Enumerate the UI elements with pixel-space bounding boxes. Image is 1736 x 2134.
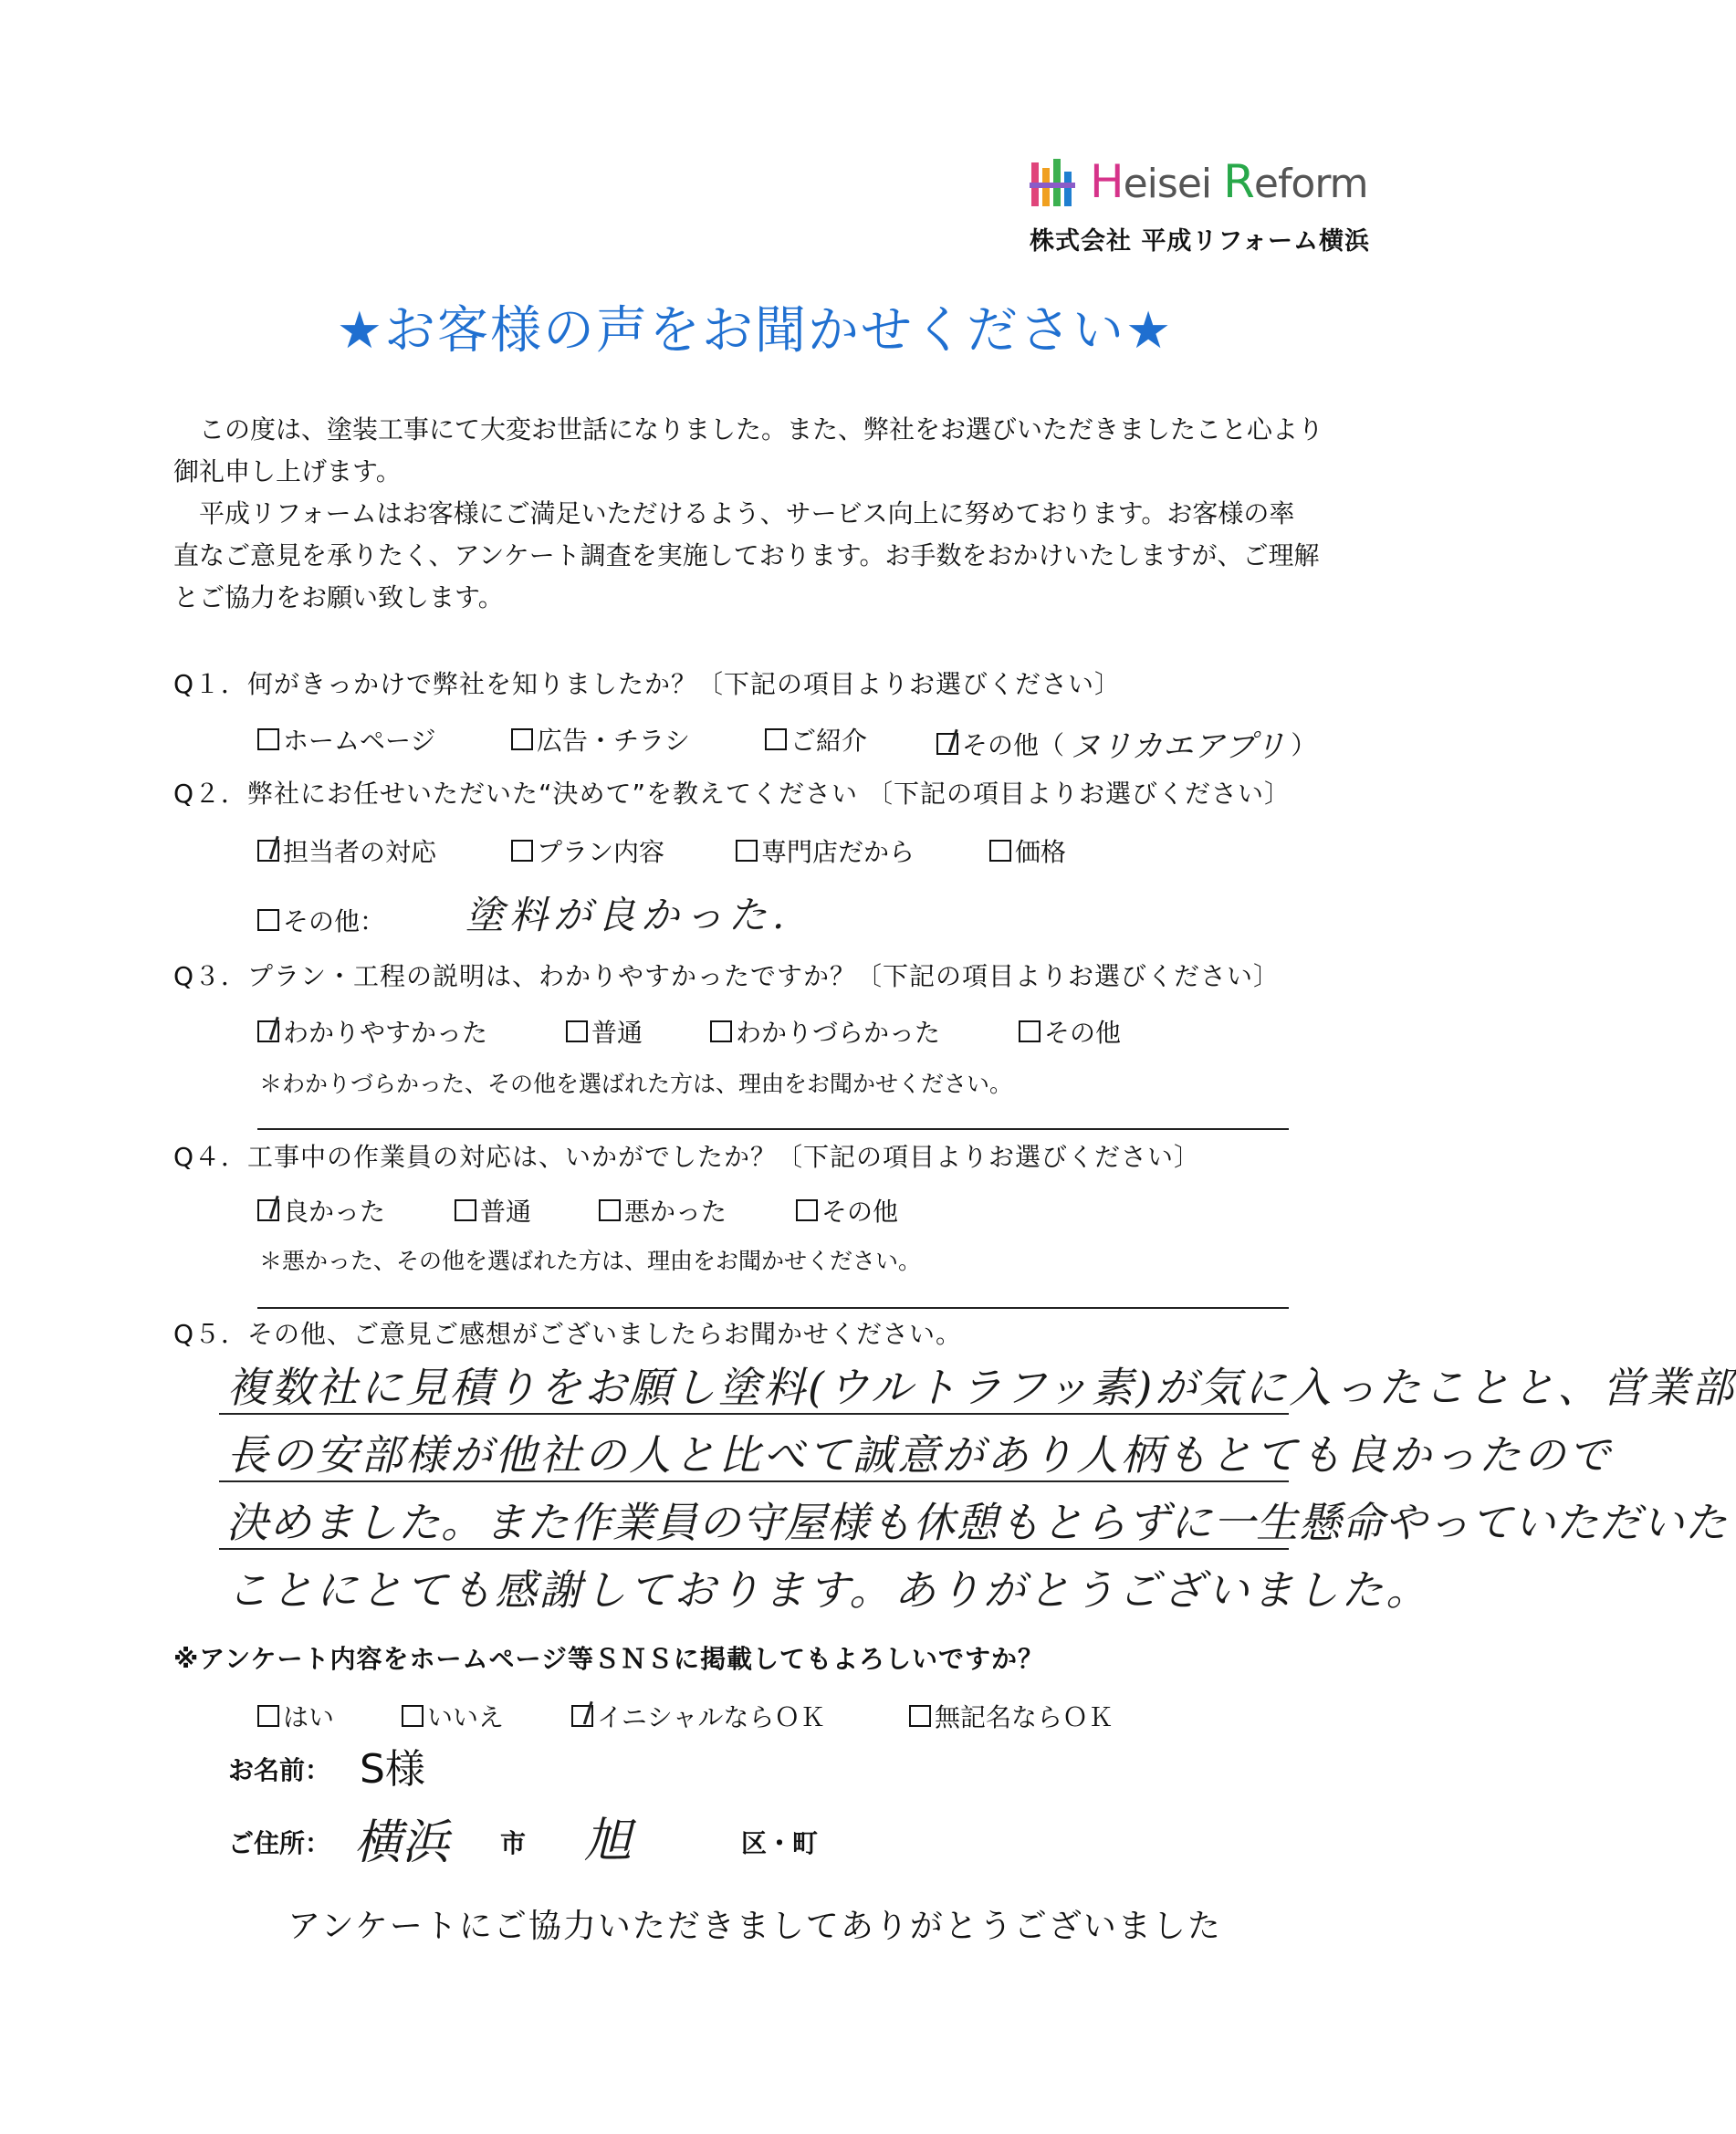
q1-option-other[interactable] — [936, 721, 1316, 766]
option-label: 価格 — [1015, 837, 1067, 867]
option-label: はい — [283, 1702, 335, 1732]
option-label: 悪かった — [624, 1197, 727, 1227]
option-label: 担当者の対応 — [283, 837, 437, 867]
checkbox-checked[interactable] — [257, 840, 279, 862]
q5-answer-line-4: ことにとても感謝しております。ありがとうございました。 — [226, 1565, 1431, 1615]
checkbox[interactable] — [1019, 1020, 1041, 1042]
intro-line-2: 御礼申し上げます。 — [173, 456, 402, 486]
checkbox[interactable] — [511, 840, 533, 862]
option-label: ご紹介 — [790, 726, 868, 756]
q2-option-specialist[interactable] — [736, 832, 915, 869]
checkbox[interactable] — [257, 909, 279, 931]
q2-option-other[interactable] — [257, 902, 385, 938]
option-label: イニシャルならＯＫ — [597, 1702, 826, 1732]
q3-option-normal[interactable] — [566, 1013, 643, 1050]
checkbox-checked[interactable] — [257, 1020, 279, 1042]
sns-question: ※アンケート内容をホームページ等ＳＮＳに掲載してもよろしいですか？ — [173, 1644, 1044, 1674]
checkbox-checked[interactable] — [257, 1199, 279, 1221]
q3-note: ＊わかりづらかった、その他を選ばれた方は、理由をお聞かせください。 — [259, 1071, 1013, 1097]
checkbox[interactable] — [511, 728, 533, 750]
option-paren: ） — [1291, 729, 1317, 760]
option-label: プラン内容 — [537, 837, 665, 867]
option-label: 広告・チラシ — [537, 726, 691, 756]
q2-option-staff[interactable] — [257, 832, 436, 869]
option-label: いいえ — [427, 1702, 505, 1732]
checkbox[interactable] — [599, 1199, 621, 1221]
checkbox[interactable] — [909, 1705, 931, 1727]
q4-option-bad[interactable] — [599, 1192, 727, 1229]
q3-answer-line[interactable] — [257, 1128, 1289, 1130]
q3-question: Q３．プラン・工程の説明は、わかりやすかったですか？〔下記の項目よりお選びください〕 — [173, 961, 1281, 991]
q1-option-homepage[interactable] — [257, 721, 435, 758]
checkbox[interactable] — [989, 840, 1011, 862]
checkbox[interactable] — [765, 728, 787, 750]
company-logo — [1030, 153, 1371, 256]
intro-line-5: とご協力をお願い致します。 — [173, 582, 504, 612]
checkbox[interactable] — [566, 1020, 588, 1042]
sns-option-no[interactable] — [402, 1698, 504, 1734]
option-label: その他 — [821, 1197, 899, 1227]
name-label: お名前： — [228, 1755, 331, 1785]
q2-option-plan[interactable] — [511, 832, 664, 869]
closing-thanks: アンケートにご協力いただきましてありがとうございました — [288, 1908, 1222, 1945]
q5-answer-line-1: 複数社に見積りをお願し塗料(ウルトラフッ素)が気に入ったことと、営業部 — [226, 1363, 1736, 1412]
option-label: その他（ — [962, 729, 1065, 760]
intro-line-3: 平成リフォームはお客様にご満足いただけるよう、サービス向上に努めております。お客様の率 — [199, 498, 1295, 528]
q4-question: Q４．工事中の作業員の対応は、いかがでしたか？〔下記の項目よりお選びください〕 — [173, 1142, 1201, 1172]
q2-other-answer: 塗料が良かった. — [465, 893, 790, 937]
q2-question: Q２．弊社にお任せいただいた“決めて”を教えてください 〔下記の項目よりお選びください〕 — [173, 779, 1291, 809]
address-city[interactable]: 横浜 — [354, 1815, 450, 1870]
q4-option-other[interactable] — [796, 1192, 898, 1229]
checkbox[interactable] — [736, 840, 758, 862]
address-label: ご住所： — [228, 1828, 331, 1858]
q4-note: ＊悪かった、その他を選ばれた方は、理由をお聞かせください。 — [259, 1248, 922, 1274]
intro-line-4: 直なご意見を承りたく、アンケート調査を実施しております。お手数をおかけいたしますが、ご理解 — [173, 540, 1320, 570]
q2-option-price[interactable] — [989, 832, 1066, 869]
checkbox[interactable] — [257, 1705, 279, 1727]
address-ward-suffix: 区・町 — [741, 1828, 819, 1858]
option-label: 普通 — [480, 1197, 532, 1227]
option-label: 専門店だから — [761, 837, 915, 867]
q3-option-other[interactable] — [1019, 1013, 1121, 1050]
logo-mark-icon — [1030, 159, 1082, 210]
q3-option-unclear[interactable] — [710, 1013, 940, 1050]
checkbox-checked[interactable] — [936, 733, 958, 755]
sns-option-yes[interactable] — [257, 1698, 334, 1734]
option-label: ホームページ — [283, 726, 436, 756]
q1-other-answer: ヌリカエアプリ — [1070, 728, 1286, 765]
name-value[interactable]: S様 — [360, 1746, 425, 1793]
q5-rule-1 — [219, 1413, 1289, 1415]
sns-option-initials[interactable] — [571, 1698, 825, 1734]
checkbox-checked[interactable] — [571, 1705, 593, 1727]
option-label: 無記名ならＯＫ — [935, 1702, 1114, 1732]
address-city-suffix: 市 — [500, 1828, 527, 1858]
option-label: その他 — [1044, 1018, 1122, 1048]
q1-question: Q１．何がきっかけで弊社を知りましたか？〔下記の項目よりお選びください〕 — [173, 669, 1122, 699]
q5-question: Q５．その他、ご意見ご感想がございましたらお聞かせください。 — [173, 1319, 963, 1349]
q4-answer-line[interactable] — [257, 1307, 1289, 1309]
intro-line-1: この度は、塗装工事にて大変お世話になりました。また、弊社をお選びいただきましたこと心より — [199, 414, 1324, 445]
logo-wordmark: Heisei Reform — [1090, 155, 1368, 208]
sns-option-anonymous[interactable] — [909, 1698, 1114, 1734]
address-ward[interactable]: 旭 — [584, 1814, 633, 1868]
checkbox[interactable] — [402, 1705, 424, 1727]
q1-option-referral[interactable] — [765, 721, 867, 758]
q5-answer-line-2: 長の安部様が他社の人と比べて誠意があり人柄もとても良かったので — [226, 1430, 1613, 1480]
company-name: 株式会社 平成リフォーム横浜 — [1030, 227, 1371, 256]
option-label: 普通 — [591, 1018, 643, 1048]
option-label: わかりやすかった — [283, 1018, 488, 1048]
checkbox[interactable] — [710, 1020, 732, 1042]
checkbox[interactable] — [796, 1199, 818, 1221]
q4-option-normal[interactable] — [455, 1192, 531, 1229]
q4-option-good[interactable] — [257, 1192, 385, 1229]
q5-rule-3 — [219, 1548, 1289, 1550]
option-label: 良かった — [283, 1197, 386, 1227]
checkbox[interactable] — [257, 728, 279, 750]
page-title: ★お客様の声をお聞かせください★ — [336, 301, 1174, 361]
q5-answer-line-3: 決めました。また作業員の守屋様も休憩もとらずに一生懸命やっていただいた — [226, 1498, 1728, 1547]
option-label: わかりづらかった — [736, 1018, 941, 1048]
checkbox[interactable] — [455, 1199, 476, 1221]
q3-option-clear[interactable] — [257, 1013, 487, 1050]
option-label: その他： — [283, 906, 386, 936]
q1-option-ad[interactable] — [511, 721, 690, 758]
q5-rule-2 — [219, 1480, 1289, 1482]
